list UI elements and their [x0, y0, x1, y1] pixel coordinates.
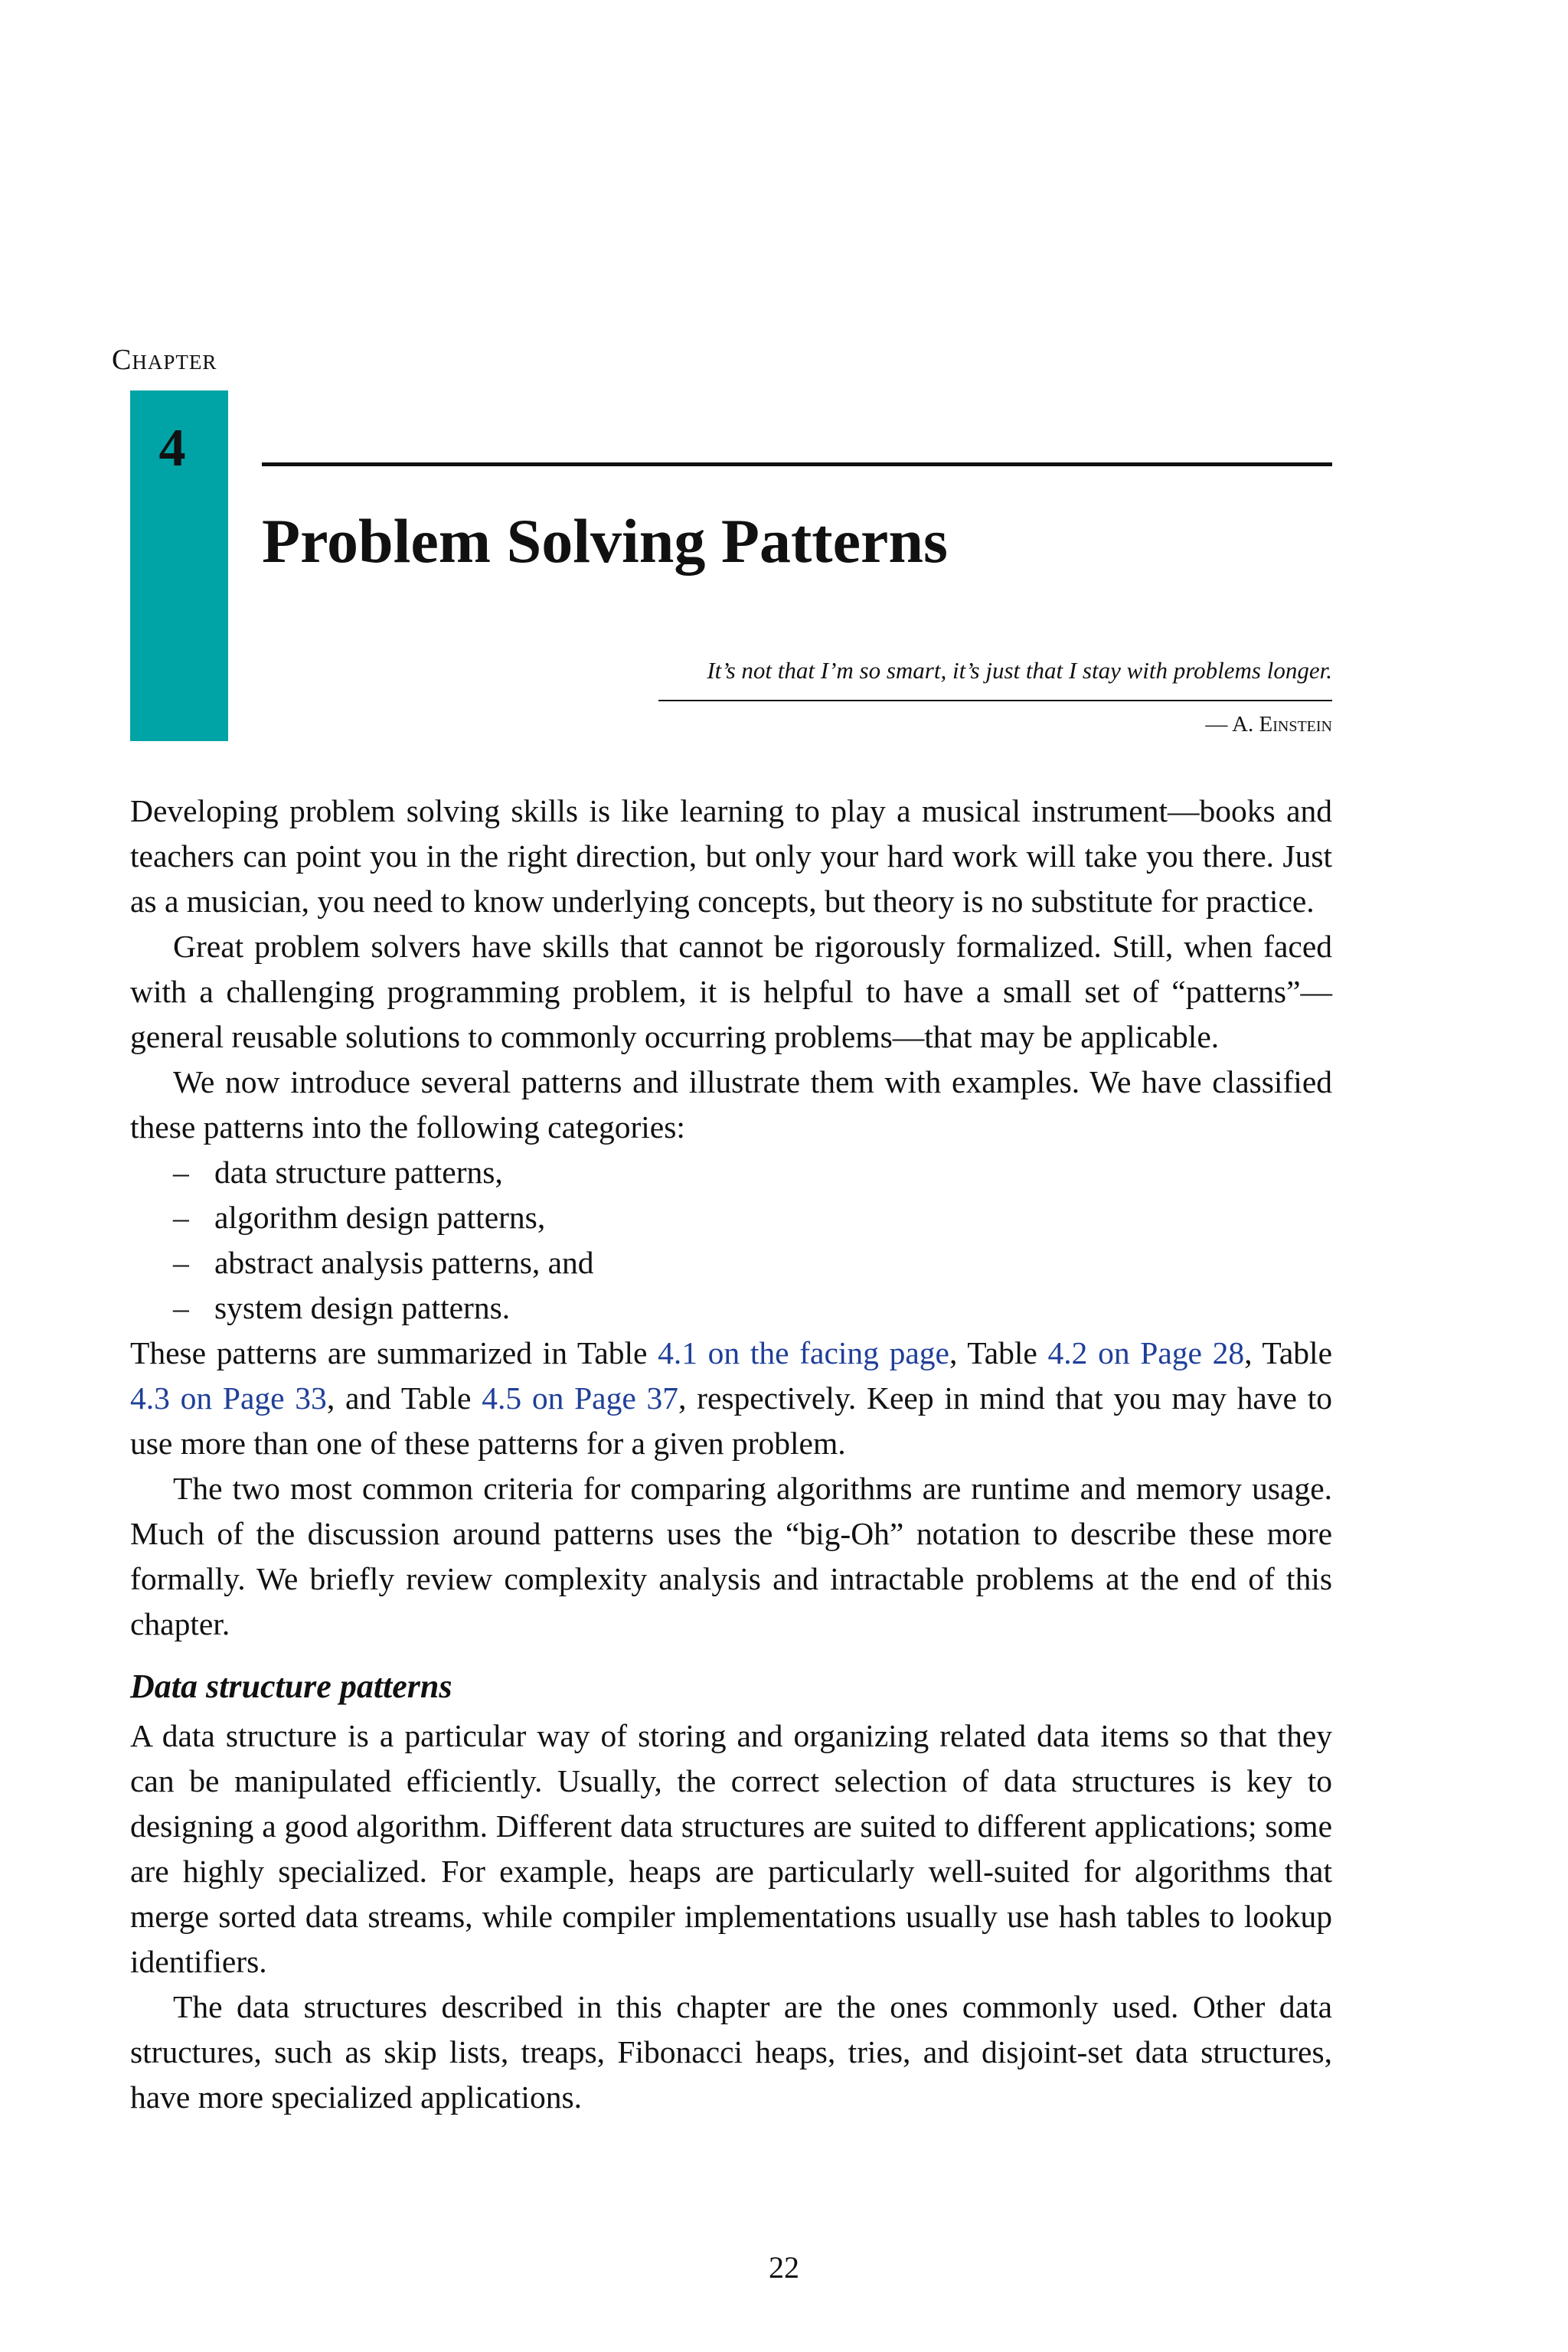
paragraph: Great problem solvers have skills that cannot be rigorously formalized. Still, when faced with a challenging programming problem, it is helpful to have a small set of “patterns”—general reusable solutions to commonly occurring problems—that may be applicable.	[130, 929, 1332, 1054]
paragraph: A data structure is a particular way of storing and organizing related data items so that they can be manipulated efficiently. Usually, the correct selection of data structures is key to designing a good algorithm. Different data structures are suited to different applications; some are highly specialized. For example, heaps are particularly well-suited for algorithms that merge sorted data streams, while compiler implementations usually use hash tables to lookup identifiers.	[130, 1718, 1332, 1979]
chapter-number-block	[130, 390, 228, 741]
summary-text: , and Table	[326, 1380, 482, 1416]
bullet-dash: –	[173, 1155, 189, 1190]
paragraph: The two most common criteria for comparing algorithms are runtime and memory usage. Much of the discussion around patterns uses the “big-Oh” notation to describe these more formally. We briefly review complexity analysis and intractable problems at the end of this chapter.	[130, 1471, 1332, 1642]
summary-paragraph	[130, 1331, 1332, 1466]
paragraph: We now introduce several patterns and illustrate them with examples. We have classified these patterns into the following categories:	[130, 1064, 1332, 1145]
epigraph-quote: It’s not that I’m so smart, it’s just that I stay with problems longer.	[707, 657, 1332, 684]
list-item-text: abstract analysis patterns, and	[214, 1245, 594, 1280]
bullet-dash: –	[173, 1245, 189, 1280]
epigraph-rule	[658, 700, 1332, 701]
chapter-title: Problem Solving Patterns	[262, 506, 948, 576]
section-heading: Data structure patterns	[130, 1668, 452, 1705]
list-item	[130, 1285, 1332, 1331]
list-item	[130, 1150, 1332, 1195]
title-rule	[262, 462, 1332, 466]
page-number: 22	[769, 2250, 799, 2285]
table-4-5-link[interactable]: 4.5 on Page 37	[482, 1380, 678, 1416]
summary-text: , Table	[949, 1335, 1048, 1370]
category-list	[130, 1150, 1332, 1331]
list-item-text: system design patterns.	[214, 1290, 511, 1325]
chapter-label: Chapter	[112, 344, 217, 376]
paragraph: Developing problem solving skills is like learning to play a musical instrument—books and teachers can point you in the right direction, but only your hard work will take you there. Just as a musician, you need to know underlying concepts, but theory is no substitute for practice.	[130, 793, 1332, 919]
table-4-1-link[interactable]: 4.1 on the facing page	[658, 1335, 949, 1370]
body-text	[130, 789, 1332, 2120]
bullet-dash: –	[173, 1290, 189, 1325]
list-item	[130, 1195, 1332, 1240]
epigraph	[658, 657, 1332, 737]
epigraph-author: — A. Einstein	[1205, 712, 1332, 737]
list-item-text: data structure patterns,	[214, 1155, 503, 1190]
bullet-dash: –	[173, 1200, 189, 1235]
table-4-2-link[interactable]: 4.2 on Page 28	[1047, 1335, 1245, 1370]
chapter-number: 4	[158, 419, 186, 478]
list-item-text: algorithm design patterns,	[214, 1200, 546, 1235]
table-4-3-link[interactable]: 4.3 on Page 33	[130, 1380, 327, 1416]
summary-text: These patterns are summarized in Table	[130, 1335, 658, 1370]
paragraph: The data structures described in this chapter are the ones commonly used. Other data structures, such as skip lists, treaps, Fibonacci heaps, tries, and disjoint-set data structures, have more specialized applications.	[130, 1989, 1332, 2115]
summary-text: , respectively. Keep in mind that you may have to use more than one of these patterns for a given problem.	[130, 1380, 1333, 1461]
summary-text: , Table	[1244, 1335, 1332, 1370]
list-item	[130, 1240, 1332, 1285]
